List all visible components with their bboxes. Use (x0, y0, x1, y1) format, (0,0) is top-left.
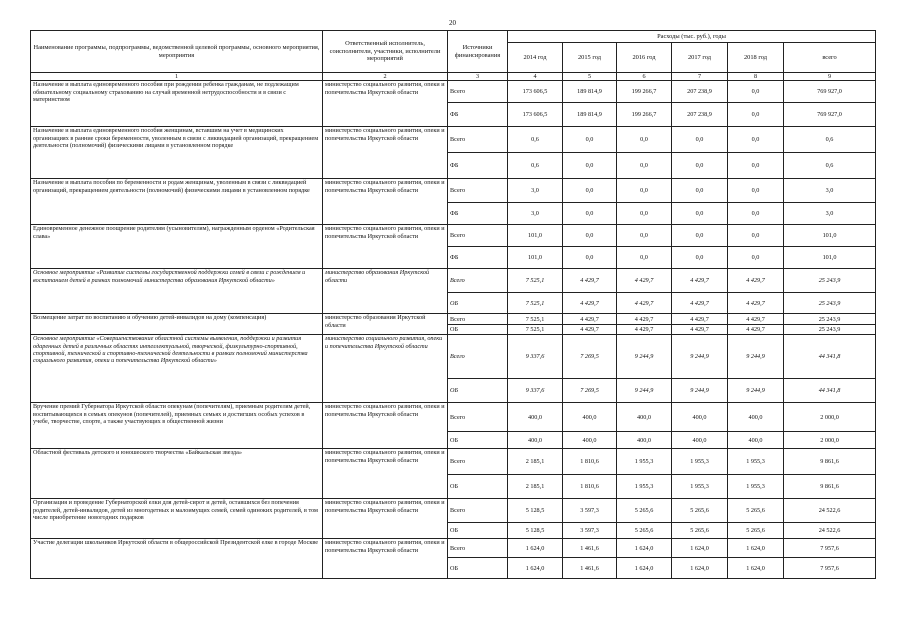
year-value-cell: 1 624,0 (728, 558, 784, 579)
year-value-cell: 9 244,9 (728, 379, 784, 403)
year-value-cell: 0,0 (672, 203, 728, 225)
funding-source-cell: Всего (448, 403, 508, 432)
executor-cell: министерство социального развития, опеки и попечительства Иркутской области (323, 127, 448, 179)
funding-source-cell: Всего (448, 81, 508, 103)
year-value-cell: 1 955,3 (617, 449, 672, 475)
year-value-cell: 0,0 (617, 153, 672, 179)
year-value-cell: 0,0 (672, 247, 728, 269)
year-value-cell: 3 597,3 (563, 499, 617, 523)
funding-source-cell: Всего (448, 499, 508, 523)
funding-source-cell: ОБ (448, 293, 508, 314)
executor-cell: министерство социального развития, опеки и попечительства Иркутской области (323, 81, 448, 127)
year-value-cell: 4 429,7 (617, 293, 672, 314)
year-value-cell: 400,0 (672, 403, 728, 432)
year-value-cell: 0,0 (563, 179, 617, 203)
year-value-cell: 4 429,7 (617, 314, 672, 325)
header-name: Наименование программы, подпрограммы, ведомственной целевой программы, основного мероприятия, мероприятия (31, 31, 323, 73)
header-total: всего (784, 43, 876, 73)
year-value-cell: 4 429,7 (563, 269, 617, 293)
year-value-cell: 9 244,9 (617, 335, 672, 379)
year-value-cell: 4 429,7 (617, 325, 672, 335)
year-value-cell: 101,0 (508, 225, 563, 247)
executor-cell: министерство образования Иркутской области (323, 314, 448, 335)
total-cell: 0,6 (784, 127, 876, 153)
executor-cell: министерство социального развития, опеки и попечительства Иркутской области (323, 179, 448, 225)
total-cell: 101,0 (784, 225, 876, 247)
total-cell: 2 000,0 (784, 432, 876, 449)
header-year: 2016 год (617, 43, 672, 73)
year-value-cell: 0,0 (672, 225, 728, 247)
total-cell: 9 861,6 (784, 449, 876, 475)
activity-name: Участие делегации школьников Иркутской области в общероссийской Президентской елке в городе Москве (31, 539, 323, 579)
total-cell: 2 000,0 (784, 403, 876, 432)
funding-source-cell: ОБ (448, 379, 508, 403)
total-cell: 7 957,6 (784, 539, 876, 558)
funding-source-cell: ФБ (448, 203, 508, 225)
year-value-cell: 5 128,5 (508, 523, 563, 539)
funding-source-cell: ФБ (448, 103, 508, 127)
year-value-cell: 4 429,7 (728, 314, 784, 325)
column-index: 8 (728, 73, 784, 81)
total-cell: 3,0 (784, 179, 876, 203)
funding-source-cell: ОБ (448, 432, 508, 449)
year-value-cell: 2 185,1 (508, 449, 563, 475)
year-value-cell: 0,0 (617, 225, 672, 247)
total-cell: 3,0 (784, 203, 876, 225)
activity-name: Вручение премий Губернатора Иркутской области опекунам (попечителям), приемным родителям детей, воспитывающихся в семьях опекунов (попечителей), приемных семьях и достигших особых успехов в учебе, творчестве, спорте, а также участвующих в общественной жизни (31, 403, 323, 449)
column-index: 4 (508, 73, 563, 81)
year-value-cell: 4 429,7 (728, 293, 784, 314)
column-index: 5 (563, 73, 617, 81)
header-year: 2014 год (508, 43, 563, 73)
funding-source-cell: ОБ (448, 523, 508, 539)
year-value-cell: 0,0 (617, 127, 672, 153)
activity-name: Возмещение затрат по воспитанию и обучению детей-инвалидов на дому (компенсация) (31, 314, 323, 335)
year-value-cell: 1 955,3 (672, 449, 728, 475)
year-value-cell: 400,0 (728, 432, 784, 449)
year-value-cell: 1 624,0 (672, 558, 728, 579)
year-value-cell: 173 606,5 (508, 81, 563, 103)
column-index-row (31, 73, 876, 81)
year-value-cell: 0,0 (563, 203, 617, 225)
year-value-cell: 9 244,9 (672, 379, 728, 403)
year-value-cell: 5 265,6 (672, 499, 728, 523)
table-row (31, 449, 876, 475)
year-value-cell: 400,0 (617, 403, 672, 432)
total-cell: 9 861,6 (784, 475, 876, 499)
year-value-cell: 189 814,9 (563, 103, 617, 127)
funding-source-cell: Всего (448, 225, 508, 247)
year-value-cell: 0,0 (728, 81, 784, 103)
table-row (31, 314, 876, 325)
year-value-cell: 5 265,6 (617, 523, 672, 539)
executor-cell: министерство социального развития, опеки и попечительства Иркутской области (323, 499, 448, 539)
total-cell: 24 522,6 (784, 499, 876, 523)
year-value-cell: 1 810,6 (563, 449, 617, 475)
funding-source-cell: Всего (448, 335, 508, 379)
year-value-cell: 4 429,7 (672, 269, 728, 293)
year-value-cell: 400,0 (563, 432, 617, 449)
total-cell: 25 243,9 (784, 325, 876, 335)
year-value-cell: 0,0 (728, 127, 784, 153)
header-year: 2017 год (672, 43, 728, 73)
year-value-cell: 0,0 (728, 103, 784, 127)
year-value-cell: 199 266,7 (617, 81, 672, 103)
year-value-cell: 4 429,7 (728, 325, 784, 335)
table-row (31, 269, 876, 293)
page-number: 20 (449, 19, 456, 27)
year-value-cell: 1 955,3 (617, 475, 672, 499)
activity-name: Организация и проведение Губернаторской елки для детей-сирот и детей, оставшихся без попечения родителей, детей-инвалидов, детей из многодетных и малоимущих семей, семей одиноких родителей, в том числе приобретение новогодних подарков (31, 499, 323, 539)
year-value-cell: 1 624,0 (728, 539, 784, 558)
funding-source-cell: ФБ (448, 247, 508, 269)
year-value-cell: 3,0 (508, 203, 563, 225)
year-value-cell: 1 624,0 (617, 558, 672, 579)
table-row (31, 81, 876, 103)
year-value-cell: 0,0 (728, 203, 784, 225)
funding-source-cell: Всего (448, 449, 508, 475)
table-row (31, 335, 876, 379)
year-value-cell: 207 238,9 (672, 103, 728, 127)
total-cell: 769 927,0 (784, 103, 876, 127)
year-value-cell: 0,0 (563, 153, 617, 179)
year-value-cell: 9 244,9 (617, 379, 672, 403)
activity-name: Назначение и выплата пособия по беременности и родам женщинам, уволенным в связи с ликвидацией организаций, прекращением деятельности (полномочий) физическими лицами в установленном порядке (31, 179, 323, 225)
year-value-cell: 0,0 (617, 247, 672, 269)
year-value-cell: 7 525,1 (508, 293, 563, 314)
total-cell: 769 927,0 (784, 81, 876, 103)
total-cell: 25 243,9 (784, 314, 876, 325)
header-year: 2015 год (563, 43, 617, 73)
activity-name: Назначение и выплата единовременного пособия при рождении ребенка гражданам, не подлежащим обязательному социальному страхованию на случай временной нетрудоспособности и в связи с материнством (31, 81, 323, 127)
year-value-cell: 1 624,0 (508, 539, 563, 558)
year-value-cell: 7 525,1 (508, 325, 563, 335)
table-row (31, 179, 876, 203)
total-cell: 24 522,6 (784, 523, 876, 539)
year-value-cell: 0,0 (617, 203, 672, 225)
year-value-cell: 4 429,7 (672, 293, 728, 314)
funding-source-cell: ОБ (448, 475, 508, 499)
funding-source-cell: Всего (448, 314, 508, 325)
year-value-cell: 400,0 (728, 403, 784, 432)
activity-name: Основное мероприятие «Развитие системы государственной поддержки семей в связи с рождением и воспитанием детей в рамках полномочий министерства образования Иркутской области» (31, 269, 323, 314)
executor-cell: министерство социального развития, опеки и попечительства Иркутской области (323, 335, 448, 403)
year-value-cell: 0,0 (728, 179, 784, 203)
activity-name: Областной фестиваль детского и юношеского творчества «Байкальская звезда» (31, 449, 323, 499)
funding-source-cell: Всего (448, 127, 508, 153)
total-cell: 101,0 (784, 247, 876, 269)
column-index: 6 (617, 73, 672, 81)
year-value-cell: 0,0 (728, 153, 784, 179)
year-value-cell: 0,0 (617, 179, 672, 203)
table-body (31, 81, 876, 579)
year-value-cell: 189 814,9 (563, 81, 617, 103)
year-value-cell: 7 525,1 (508, 269, 563, 293)
year-value-cell: 1 624,0 (672, 539, 728, 558)
year-value-cell: 4 429,7 (617, 269, 672, 293)
year-value-cell: 7 269,5 (563, 379, 617, 403)
year-value-cell: 400,0 (563, 403, 617, 432)
total-cell: 25 243,9 (784, 269, 876, 293)
year-value-cell: 1 624,0 (617, 539, 672, 558)
year-value-cell: 0,6 (508, 127, 563, 153)
year-value-cell: 4 429,7 (563, 314, 617, 325)
year-value-cell: 4 429,7 (563, 293, 617, 314)
year-value-cell: 0,0 (672, 153, 728, 179)
year-value-cell: 1 461,6 (563, 539, 617, 558)
year-value-cell: 4 429,7 (728, 269, 784, 293)
executor-cell: министерство социального развития, опеки и попечительства Иркутской области (323, 403, 448, 449)
year-value-cell: 1 624,0 (508, 558, 563, 579)
year-value-cell: 3,0 (508, 179, 563, 203)
year-value-cell: 1 461,6 (563, 558, 617, 579)
year-value-cell: 1 955,3 (728, 475, 784, 499)
year-value-cell: 0,0 (672, 179, 728, 203)
funding-source-cell: Всего (448, 179, 508, 203)
year-value-cell: 0,0 (672, 127, 728, 153)
year-value-cell: 400,0 (617, 432, 672, 449)
total-cell: 44 341,8 (784, 335, 876, 379)
year-value-cell: 0,0 (728, 247, 784, 269)
table-row (31, 403, 876, 432)
year-value-cell: 400,0 (672, 432, 728, 449)
year-value-cell: 4 429,7 (563, 325, 617, 335)
column-index: 1 (31, 73, 323, 81)
activity-name: Единовременное денежное поощрение родителям (усыновителям), награжденным орденом «Родительская слава» (31, 225, 323, 269)
table-row (31, 225, 876, 247)
year-value-cell: 5 128,5 (508, 499, 563, 523)
funding-source-cell: ОБ (448, 558, 508, 579)
year-value-cell: 101,0 (508, 247, 563, 269)
year-value-cell: 9 244,9 (728, 335, 784, 379)
funding-source-cell: ФБ (448, 153, 508, 179)
funding-source-cell: Всего (448, 269, 508, 293)
year-value-cell: 7 269,5 (563, 335, 617, 379)
header-source: Источники финансирования (448, 31, 508, 73)
total-cell: 44 341,8 (784, 379, 876, 403)
funding-source-cell: Всего (448, 539, 508, 558)
year-value-cell: 0,0 (728, 225, 784, 247)
year-value-cell: 199 266,7 (617, 103, 672, 127)
year-value-cell: 5 265,6 (617, 499, 672, 523)
total-cell: 0,6 (784, 153, 876, 179)
column-index: 3 (448, 73, 508, 81)
year-value-cell: 1 810,6 (563, 475, 617, 499)
year-value-cell: 1 955,3 (728, 449, 784, 475)
year-value-cell: 1 955,3 (672, 475, 728, 499)
activity-name: Основное мероприятие «Совершенствование областной системы выявления, поддержки и развития одаренных детей в различных областях интеллектуальной, творческой, физкультурно-спортивной, спортивной, технической и спортивно-технической деятельности в рамках полномочий министерства социального развития, опеки и попечительства Иркутской области» (31, 335, 323, 403)
year-value-cell: 5 265,6 (672, 523, 728, 539)
year-value-cell: 0,0 (563, 247, 617, 269)
executor-cell: министерство социального развития, опеки и попечительства Иркутской области (323, 449, 448, 499)
column-index: 7 (672, 73, 728, 81)
year-value-cell: 5 265,6 (728, 523, 784, 539)
budget-table (30, 30, 876, 579)
year-value-cell: 400,0 (508, 432, 563, 449)
year-value-cell: 2 185,1 (508, 475, 563, 499)
header-expenses: Расходы (тыс. руб.), годы (508, 31, 876, 43)
total-cell: 7 957,6 (784, 558, 876, 579)
header-executor: Ответственный исполнитель, соисполнители, участники, исполнители мероприятий (323, 31, 448, 73)
year-value-cell: 3 597,3 (563, 523, 617, 539)
column-index: 2 (323, 73, 448, 81)
year-value-cell: 0,6 (508, 153, 563, 179)
table-row (31, 127, 876, 153)
table-row (31, 499, 876, 523)
year-value-cell: 9 337,6 (508, 335, 563, 379)
executor-cell: министерство социального развития, опеки и попечительства Иркутской области (323, 225, 448, 269)
year-value-cell: 0,0 (563, 225, 617, 247)
column-index: 9 (784, 73, 876, 81)
year-value-cell: 9 244,9 (672, 335, 728, 379)
header-year: 2018 год (728, 43, 784, 73)
funding-source-cell: ОБ (448, 325, 508, 335)
year-value-cell: 400,0 (508, 403, 563, 432)
year-value-cell: 207 238,9 (672, 81, 728, 103)
year-value-cell: 4 429,7 (672, 314, 728, 325)
year-value-cell: 4 429,7 (672, 325, 728, 335)
year-value-cell: 0,0 (563, 127, 617, 153)
year-value-cell: 9 337,6 (508, 379, 563, 403)
executor-cell: министерство социального развития, опеки и попечительства Иркутской области (323, 539, 448, 579)
year-value-cell: 7 525,1 (508, 314, 563, 325)
activity-name: Назначение и выплата единовременного пособия женщинам, вставшим на учет в медицинских организациях в ранние сроки беременности, уволенным в связи с ликвидацией организаций, прекращением деятельности (полномочий) физическими лицами в установленном порядке (31, 127, 323, 179)
executor-cell: министерство образования Иркутской области (323, 269, 448, 314)
year-value-cell: 173 606,5 (508, 103, 563, 127)
table-row (31, 539, 876, 558)
total-cell: 25 243,9 (784, 293, 876, 314)
year-value-cell: 5 265,6 (728, 499, 784, 523)
